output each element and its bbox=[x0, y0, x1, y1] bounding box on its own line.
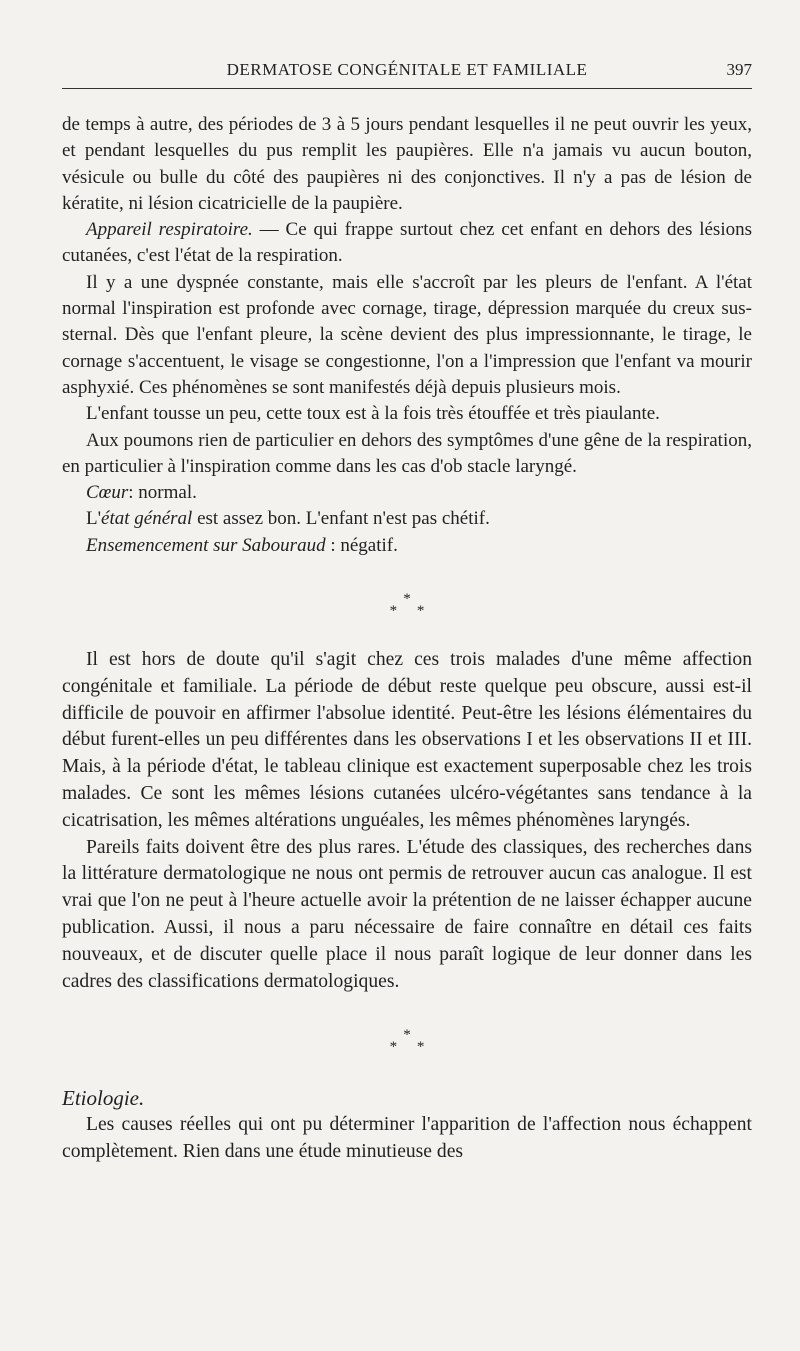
text-heart: : normal. bbox=[128, 482, 197, 504]
section-separator-1 bbox=[62, 591, 752, 620]
paragraph-causes: Les causes réelles qui ont pu déterminer l'apparition de l'affection nous échappent complètement. Rien dans une étude minutieuse des bbox=[62, 1113, 752, 1162]
separator-star: * bbox=[403, 1027, 411, 1044]
separator-stars-pair: * * bbox=[389, 1039, 433, 1056]
label-respiratory: Appareil respiratoire. bbox=[86, 219, 253, 241]
separator-stars-pair: * * bbox=[389, 603, 433, 620]
text-culture: : négatif. bbox=[325, 534, 398, 556]
section-title-etiology: Etiologie. bbox=[62, 1086, 145, 1111]
page-number: 397 bbox=[726, 60, 752, 79]
paragraph-rarity: Pareils faits doivent être des plus rares. L'étude des classiques, des recherches dans la littérature dermatologique ne nous ont permis de retrouver aucun cas analogue. Il est vrai que l'on ne peut à l'heure actuelle avoir la prétention de ne laisser échapper aucune publication. Aussi, il nous a paru nécessaire de faire connaître en détail ces faits nouveaux, et de discuter quelle place il nous paraît logique de leur donner dans les cadres des classifications dermatologiques. bbox=[62, 836, 752, 992]
paragraph-culture bbox=[62, 533, 752, 559]
page-header bbox=[62, 58, 752, 89]
paragraph-dyspnea: Il y a une dyspnée constante, mais elle s'accroît par les pleurs de l'enfant. A l'état normal l'inspiration est profonde avec cornage, tirage, dépression marquée du creux sus-sternal. Dès que l'enfant pleure, la scène devient des plus impressionnante, le tirage, le cornage s'accentuent, le visage se congestionne, l'on a l'impression que l'enfant va mourir asphyxié. Ces phénomènes se sont manifestés déjà depuis plusieurs mois. bbox=[62, 271, 752, 398]
text-respiratory: — Ce qui frappe surtout chez cet enfant en dehors des lésions cutanées, c'est l'état de la respiration. bbox=[62, 219, 753, 267]
running-title: DERMATOSE CONGÉNITALE ET FAMILIALE bbox=[226, 60, 588, 79]
label-general-state: état général bbox=[101, 508, 193, 530]
paragraph-lungs: Aux poumons rien de particulier en dehors des symptômes d'une gêne de la respiration, en particulier à l'inspiration comme dans les cas d'ob stacle laryngé. bbox=[62, 429, 752, 477]
label-heart: Cœur bbox=[86, 482, 129, 504]
paragraph-heart bbox=[62, 480, 752, 506]
text-general-pre: L' bbox=[86, 508, 102, 530]
label-culture: Ensemencement sur Sabouraud bbox=[86, 534, 326, 556]
page-body bbox=[62, 112, 752, 1165]
paragraph-discussion: Il est hors de doute qu'il s'agit chez ces trois malades d'une même affection congénitale et familiale. La période de début reste quelque peu obscure, aussi est-il difficile de pouvoir en affirmer l'absolue identité. Peut-être les lésions élémentaires du début furent-elles un peu différentes dans les observations I et les observations II et III. Mais, à la période d'état, le tableau clinique est exactement superposable chez les trois malades. Ce sont les mêmes lésions cutanées ulcéro-végétantes sans tendance à la cicatrisation, les mêmes altérations unguéales, les mêmes phénomènes laryngés. bbox=[62, 649, 752, 831]
paragraph-cough: L'enfant tousse un peu, cette toux est à la fois très étouffée et très piaulante. bbox=[86, 403, 660, 425]
section-separator-2 bbox=[62, 1027, 752, 1056]
paragraph-general-state bbox=[62, 506, 752, 532]
paragraph-respiratory bbox=[62, 217, 752, 270]
separator-star: * bbox=[403, 591, 411, 608]
paragraph-1: de temps à autre, des périodes de 3 à 5 jours pendant lesquelles il ne peut ouvrir les yeux, et pendant lesquelles du pus remplit les paupières. Elle n'a jamais vu aucun bouton, vésicule ou bulle du côté des paupières ni des conjonctives. Il n'y a pas de lésion de kératite, ni lésion cicatricielle de la paupière. bbox=[62, 114, 752, 214]
text-general-state: est assez bon. L'enfant n'est pas chétif. bbox=[192, 508, 490, 530]
